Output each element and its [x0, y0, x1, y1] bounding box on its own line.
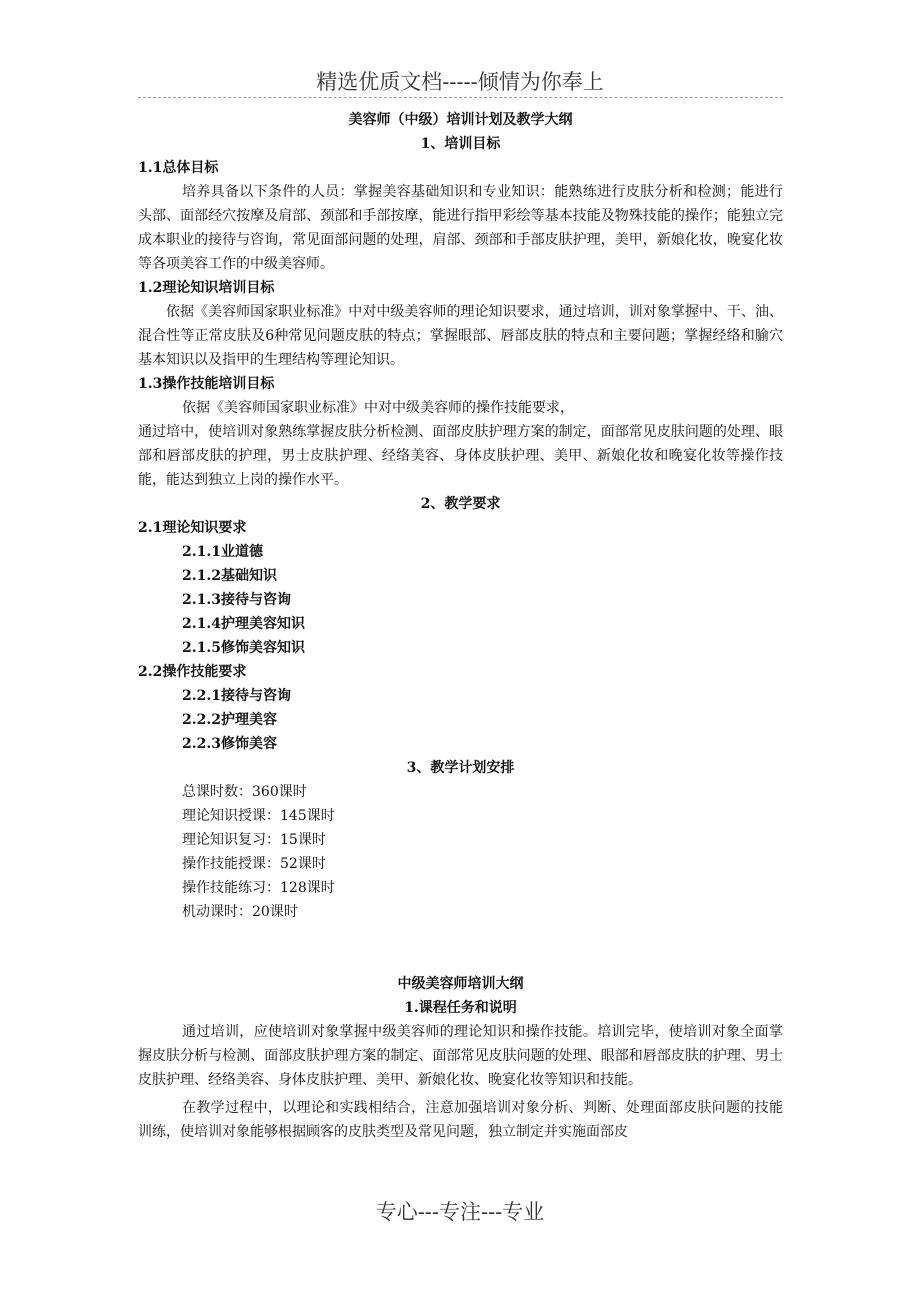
section-1-3-text-a: 依据《美容师国家职业标准》中对中级美容师的操作技能要求， [182, 400, 574, 416]
section-3-title: 3、教学计划安排 [406, 760, 515, 776]
hours-item: 机动课时：20课时 [182, 904, 298, 920]
list-item: 2.1.5修饰美容知识 [182, 640, 305, 656]
page-header: 精选优质文档-----倾情为你奉上 [316, 70, 604, 94]
list-item: 2.2.2护理美容 [182, 712, 277, 728]
outline-subtitle: 1.课程任务和说明 [404, 1000, 517, 1016]
list-item: 2.1.3接待与咨询 [182, 592, 291, 608]
section-2-2-title: 2.2操作技能要求 [138, 664, 247, 680]
document-body [138, 108, 783, 1144]
section-1-3-text-b: 通过培中，使培训对象熟练掌握皮肤分析检测、面部皮肤护理方案的制定，面部常见皮肤问题的处理、眼部和唇部皮肤的护理，男士皮肤护理、经络美容、身体皮肤护理、美甲、新娘化妆和晚宴化妆等操作技能，能达到独立上岗的操作水平。 [138, 424, 783, 488]
section-2-1-title: 2.1理论知识要求 [138, 520, 247, 536]
hours-item: 理论知识复习：15课时 [182, 832, 326, 848]
hours-item: 理论知识授课：145课时 [182, 808, 335, 824]
list-item: 2.2.3修饰美容 [182, 736, 277, 752]
outline-paragraph-2: 在教学过程中，以理论和实践相结合，注意加强培训对象分析、判断、处理面部皮肤问题的技能训练，使培训对象能够根据顾客的皮肤类型及常见问题，独立制定并实施面部皮 [138, 1100, 783, 1140]
section-1-1-title: 1.1总体目标 [138, 160, 219, 176]
hours-item: 操作技能授课：52课时 [182, 856, 326, 872]
section-1-1-text: 培养具备以下条件的人员：掌握美容基础知识和专业知识：能熟练进行皮肤分析和检测；能进行头部、面部经穴按摩及肩部、颈部和手部按摩，能进行指甲彩绘等基本技能及物殊技能的操作；能独立完成本职业的接待与咨询，常见面部问题的处理，肩部、颈部和手部皮肤护理，美甲，新娘化妆，晚宴化妆等各项美容工作的中级美容师。 [138, 184, 783, 272]
section-1-3-title: 1.3操作技能培训目标 [138, 376, 275, 392]
section-2-title: 2、教学要求 [420, 496, 501, 512]
spacer [138, 924, 783, 972]
list-item: 2.1.4护理美容知识 [182, 616, 305, 632]
section-1-title: 1、培训目标 [420, 136, 501, 152]
list-item: 2.1.1业道德 [182, 544, 263, 560]
page-footer: 专心---专注---专业 [375, 1200, 545, 1224]
hours-item: 操作技能练习：128课时 [182, 880, 335, 896]
section-1-2-title: 1.2理论知识培训目标 [138, 280, 275, 296]
list-item: 2.1.2基础知识 [182, 568, 277, 584]
header-divider [138, 97, 783, 98]
outline-paragraph-1: 通过培训，应使培训对象掌握中级美容师的理论知识和操作技能。培训完毕，使培训对象全面掌握皮肤分析与检测、面部皮肤护理方案的制定、面部常见皮肤问题的处理、眼部和唇部皮肤的护理、男士皮肤护理、经络美容、身体皮肤护理、美甲、新娘化妆、晚宴化妆等知识和技能。 [138, 1024, 783, 1088]
document-title: 美容师（中级）培训计划及教学大纲 [348, 112, 573, 128]
hours-item: 总课时数：360课时 [182, 784, 307, 800]
outline-title: 中级美容师培训大纲 [397, 976, 524, 992]
section-1-2-text: 依据《美容师国家职业标准》中对中级美容师的理论知识要求，通过培训，训对象掌握中、干、油、混合性等正常皮肤及6种常见问题皮肤的特点；掌握眼部、唇部皮肤的特点和主要问题；掌握经络和腧穴基本知识以及指甲的生理结构等理论知识。 [138, 304, 783, 368]
list-item: 2.2.1接待与咨询 [182, 688, 291, 704]
